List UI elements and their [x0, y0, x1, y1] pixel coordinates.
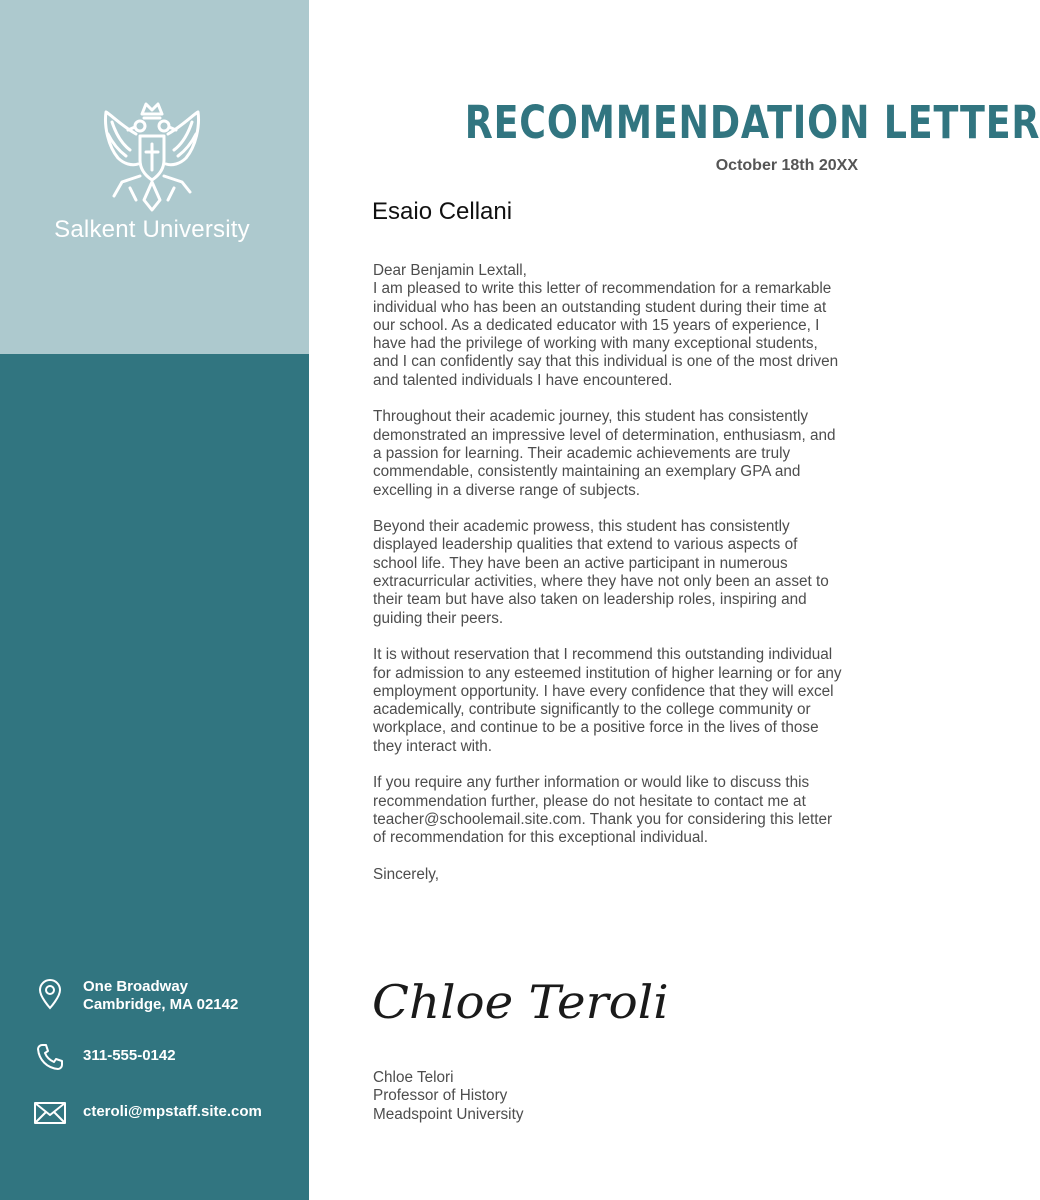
letter-paragraph-2: Throughout their academic journey, this student has consistently demonstrated an impressive level of determination, enthusiasm, and a passion for learning. Their academic achievements are truly commendable, consistently maintaining an exemplary GPA and excelling in a diverse range of subjects. — [373, 408, 836, 499]
location-pin-icon — [33, 978, 67, 1010]
address-line-1: One Broadway — [83, 978, 189, 995]
contact-address-text — [83, 978, 238, 1014]
crest-icon — [100, 100, 204, 216]
contact-address — [33, 978, 238, 1014]
letter-greeting: Dear Benjamin Lextall, — [373, 262, 527, 279]
signer-title: Professor of History — [373, 1087, 508, 1105]
sidebar — [0, 0, 309, 1200]
contact-phone — [33, 1042, 176, 1072]
envelope-icon — [33, 1101, 67, 1125]
email-text: cteroli@mpstaff.site.com — [83, 1103, 262, 1120]
signer-institution: Meadspoint University — [373, 1105, 524, 1123]
letter-date: October 18th 20XX — [715, 157, 858, 174]
signer-block — [373, 1069, 523, 1124]
phone-icon — [33, 1042, 67, 1072]
letter-closing: Sincerely, — [373, 865, 440, 883]
letter-paragraph-3: Beyond their academic prowess, this student has consistently displayed leadership qualities that extend to various aspects of school life. They have been an active participant in numerous extracurricular activities, where they have not only been an asset to their team but have also taken on leadership roles, inspiring and guiding their peers. — [373, 518, 829, 627]
address-line-2: Cambridge, MA 02142 — [83, 996, 239, 1013]
university-name: Salkent University — [54, 216, 250, 243]
sidebar-contact-panel — [0, 354, 309, 1200]
signer-name: Chloe Telori — [373, 1069, 454, 1086]
sidebar-header-panel — [0, 0, 309, 354]
letter-body — [373, 262, 843, 884]
letter-paragraph-4: It is without reservation that I recommend this outstanding individual for admission to any esteemed institution of higher learning or for any employment opportunity. I have every confidence that they will excel academically, contribute significantly to the college community or workplace, and continue to be a positive force in the lives of those they interact with. — [373, 646, 842, 755]
contact-email — [33, 1101, 262, 1125]
letter-title: RECOMMENDATION LETTER — [464, 96, 1040, 149]
recipient-name: Esaio Cellani — [372, 198, 513, 225]
letter-paragraph-5: If you require any further information or would like to discuss this recommendation further, please do not hesitate to contact me at teacher@schoolemail.site.com. Thank you for considering this letter of recommendation for this exceptional individual. — [373, 774, 833, 847]
letter-paragraph-1: I am pleased to write this letter of recommendation for a remarkable individual who has been an outstanding student during their time at our school. As a dedicated educator with 15 years of experience, I have had the privilege of working with many exceptional students, and I can confidently say that this individual is one of the most driven and talented individuals I have encountered. — [373, 280, 839, 389]
phone-text: 311-555-0142 — [83, 1047, 176, 1064]
handwritten-signature: Chloe Teroli — [372, 975, 669, 1029]
